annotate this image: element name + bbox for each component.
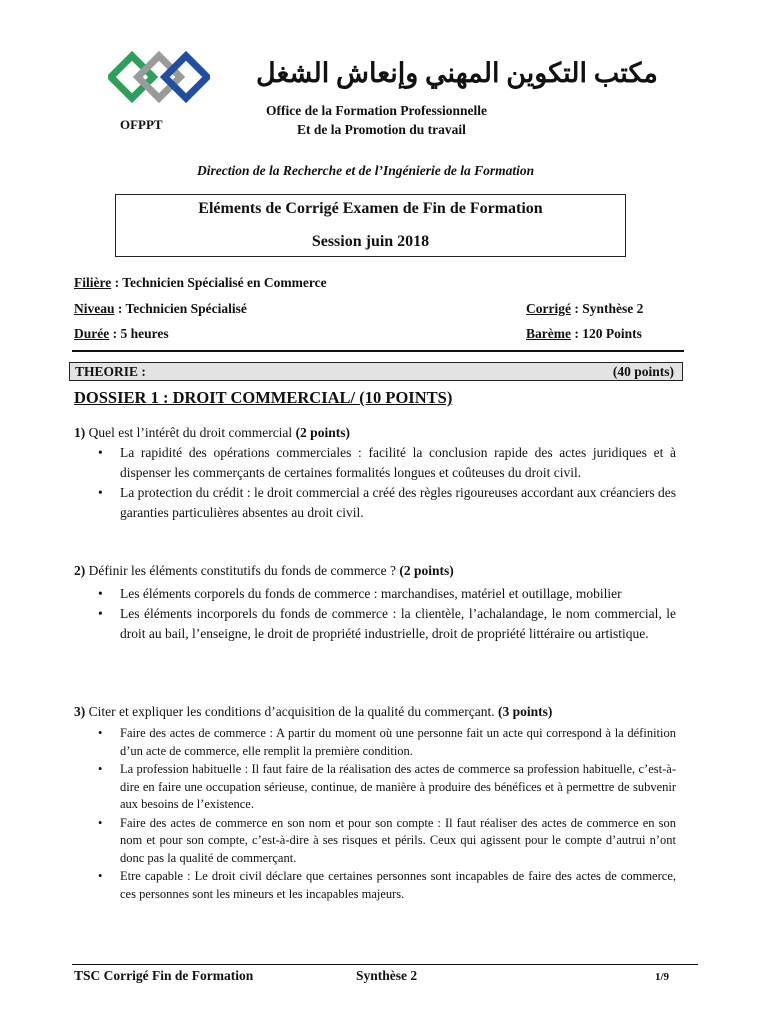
bareme-value: : 120 Points <box>570 326 642 341</box>
bareme-line <box>526 326 642 342</box>
arabic-title: مكتب التكوين المهني وإنعاش الشغل <box>256 58 658 88</box>
question-points: (2 points) <box>295 425 350 440</box>
niveau-label: Niveau <box>74 301 115 316</box>
footer-center: Synthèse 2 <box>356 968 418 983</box>
filiere-value: : Technicien Spécialisé en Commerce <box>111 275 327 290</box>
bullet-icon: • <box>98 869 103 883</box>
list-item <box>98 604 676 644</box>
corrige-value: : Synthèse 2 <box>570 301 644 316</box>
item-text: Faire des actes de commerce : A partir du moment où une personne fait un acte qui correspond à la définition d’un acte de commerce, elle remplit la première condition. <box>120 726 676 758</box>
answer-list-1 <box>98 443 676 523</box>
logo-caption: OFPPT <box>120 117 163 132</box>
bullet-icon: • <box>98 726 103 740</box>
office-line-2: Et de la Promotion du travail <box>297 122 466 137</box>
answer-list-2 <box>98 584 676 644</box>
question-number: 2) <box>74 563 86 578</box>
item-text: Les éléments incorporels du fonds de commerce : la clientèle, l’achalandage, le nom commercial, le droit au bail, l’enseigne, le droit de propriété industrielle, droit de propriété littéraire ou artistique. <box>120 606 676 641</box>
title-box <box>115 194 626 257</box>
bareme-label: Barème <box>526 326 571 341</box>
duree-line <box>74 326 169 342</box>
list-item <box>98 815 676 868</box>
bullet-icon: • <box>98 815 103 830</box>
page-number: 1/9 <box>655 971 670 983</box>
ofppt-logo <box>108 48 210 112</box>
question-1 <box>74 425 350 441</box>
item-text: La rapidité des opérations commerciales : facilité la conclusion rapide des actes juridiques et à dispenser les commerçants de certaines formalités longues et coûteuses du droit civil. <box>120 445 676 480</box>
question-text: Définir les éléments constitutifs du fonds de commerce ? <box>85 563 400 578</box>
question-points: (2 points) <box>399 563 454 578</box>
theorie-points: (40 points) <box>612 364 674 379</box>
list-item <box>98 725 676 760</box>
dossier-title: DOSSIER 1 : DROIT COMMERCIAL/ (10 POINTS) <box>74 388 453 407</box>
list-item <box>98 443 676 483</box>
question-text: Citer et expliquer les conditions d’acquisition de la qualité du commerçant. <box>85 704 499 719</box>
duree-value: : 5 heures <box>109 326 169 341</box>
corrige-line <box>526 301 643 317</box>
question-3 <box>74 704 552 720</box>
list-item <box>98 868 676 903</box>
bullet-icon: • <box>98 606 103 621</box>
question-text: Quel est l’intérêt du droit commercial <box>85 425 296 440</box>
footer-line <box>72 964 698 965</box>
theorie-band <box>69 362 683 381</box>
item-text: La protection du crédit : le droit commercial a créé des règles rigoureuses accordant aux créanciers des garanties particulières absentes au droit civil. <box>120 485 676 520</box>
bullet-icon: • <box>98 586 103 601</box>
bullet-icon: • <box>98 762 103 776</box>
list-item <box>98 584 676 604</box>
question-number: 3) <box>74 704 86 719</box>
list-item <box>98 483 676 523</box>
niveau-line <box>74 301 247 317</box>
bullet-icon: • <box>98 485 103 500</box>
office-line-1: Office de la Formation Professionnelle <box>266 103 487 118</box>
niveau-value: : Technicien Spécialisé <box>114 301 247 316</box>
direction-line: Direction de la Recherche et de l’Ingénierie de la Formation <box>197 163 535 178</box>
question-2 <box>74 563 454 579</box>
answer-list-3 <box>98 725 676 904</box>
list-item <box>98 761 676 814</box>
title-line-2: Session juin 2018 <box>311 233 430 250</box>
bullet-icon: • <box>98 445 103 460</box>
item-text: La profession habituelle : Il faut faire de la réalisation des actes de commerce sa profession habituelle, c’est-à-dire en faire une occupation sérieuse, continue, de manière à produire des bénéfices et à permettre de subvenir aux besoins de l’existence. <box>120 762 676 811</box>
title-line-1: Eléments de Corrigé Examen de Fin de Formation <box>198 200 543 217</box>
filiere-line <box>74 275 327 291</box>
filiere-label: Filière <box>74 275 112 290</box>
duree-label: Durée <box>74 326 110 341</box>
corrige-label: Corrigé <box>526 301 571 316</box>
theorie-label: THEORIE : <box>75 364 146 379</box>
footer-left: TSC Corrigé Fin de Formation <box>74 968 254 983</box>
question-points: (3 points) <box>498 704 553 719</box>
item-text: Faire des actes de commerce en son nom et pour son compte : Il faut réaliser des actes de commerce en son nom et pour son compte, c’est-à-dire à ses risques et périls. Ceux qui agissent pour le compte d’autrui n’ont donc pas la qualité de commerçant. <box>120 815 676 865</box>
question-number: 1) <box>74 425 86 440</box>
separator-line <box>72 350 684 352</box>
item-text: Etre capable : Le droit civil déclare que certaines personnes sont incapables de faire des actes de commerce, ces personnes sont les mineurs et les incapables majeurs. <box>120 869 676 901</box>
item-text: Les éléments corporels du fonds de commerce : marchandises, matériel et outillage, mobilier <box>120 586 622 601</box>
